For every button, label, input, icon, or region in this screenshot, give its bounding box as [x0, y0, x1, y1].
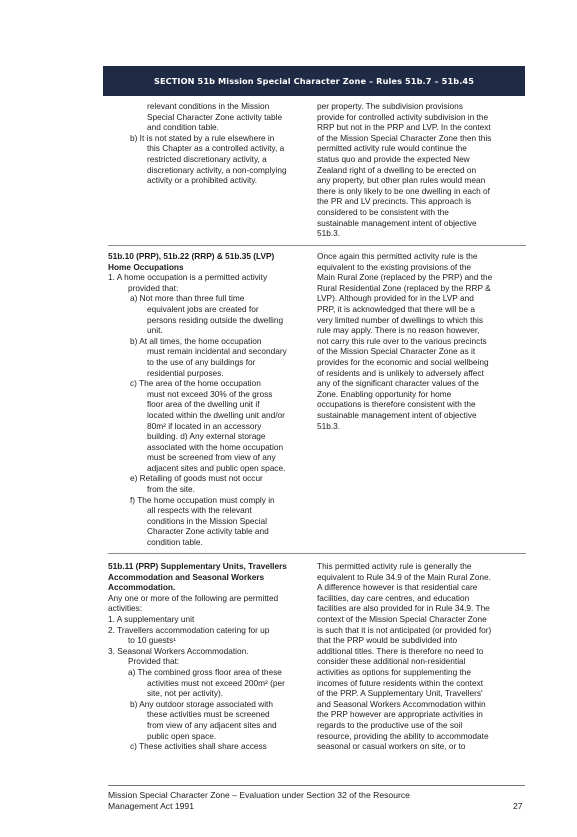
text-line: of residents and is unlikely to adversely affect: [317, 367, 484, 378]
text-line: located within the dwelling unit and/or: [147, 409, 285, 420]
text-line: c) The area of the home occupation: [130, 378, 261, 389]
text-line: and condition table.: [147, 122, 219, 133]
text-line: any property, but other plan rules would mean: [317, 175, 486, 186]
text-line: site, not per activity).: [147, 688, 224, 699]
text-line: facilities, day care centres, and education: [317, 592, 470, 603]
text-line: context of the Mission Special Character Zone: [317, 613, 487, 624]
text-line: b) It is not stated by a rule elsewhere in: [130, 132, 275, 143]
text-line: very limited number of dwellings to which this: [317, 314, 484, 325]
text-line: activities as options for supplementing the: [317, 666, 472, 677]
text-line: sustainable management intent of objective: [317, 217, 477, 228]
text-line: to the use of any buildings for: [147, 356, 256, 367]
text-line: sustainable management intent of objective: [317, 409, 477, 420]
text-line: b) At all times, the home occupation: [130, 335, 262, 346]
text-line: considered to be consistent with the: [317, 206, 449, 217]
footer-line: Mission Special Character Zone – Evaluation under Section 32 of the Resource: [108, 790, 410, 800]
text-line: must be screened from view of any: [147, 452, 276, 463]
text-line: from view of any adjacent sites and: [147, 719, 277, 730]
text-line: and Seasonal Workers Accommodation within: [317, 698, 486, 709]
text-line: additional titles. There is therefore no need to: [317, 645, 484, 656]
text-line: Rural Residential Zone (replaced by the RRP &: [317, 282, 491, 293]
text-line: not carry this rule over to the various precincts: [317, 335, 487, 346]
text-line: 1. A home occupation is a permitted activity: [108, 272, 268, 283]
footer-divider: [108, 785, 525, 786]
text-line: 51b.3.: [317, 228, 341, 239]
text-line: resource, providing the ability to accommodate: [317, 730, 489, 741]
text-line: provides for the economic and social wellbeing: [317, 356, 489, 367]
text-line: from the site.: [147, 484, 195, 495]
block2-left-text: [108, 251, 308, 548]
text-line: condition table.: [147, 537, 203, 548]
text-line: Any one or more of the following are permitted: [108, 592, 279, 603]
text-line: must remain incidental and secondary: [147, 346, 287, 357]
page-number: 27: [513, 801, 523, 811]
rule-heading: Accommodation and Seasonal Workers: [108, 571, 265, 582]
rule-heading: 51b.10 (PRP), 51b.22 (RRP) & 51b.35 (LVP): [108, 251, 275, 261]
text-line: occupations is therefore consistent with the: [317, 399, 476, 410]
text-line: c) These activities shall share access: [130, 741, 267, 752]
text-line: seasonal or casual workers on site, or to: [317, 741, 466, 752]
rule-heading: Accommodation.: [108, 582, 176, 593]
text-line: equivalent to the existing provisions of the: [317, 261, 472, 272]
text-line: 80m² if located in an accessory: [147, 420, 262, 431]
row-divider: [108, 245, 526, 246]
text-line: Character Zone activity table and: [147, 526, 269, 537]
text-line: unit.: [147, 325, 163, 336]
text-line: LVP). Although provided for in the LVP and: [317, 293, 474, 304]
text-line: this Chapter as a controlled activity, a: [147, 143, 285, 154]
rule-heading: Home Occupations: [108, 261, 184, 272]
text-line: a) The combined gross floor area of these: [128, 666, 282, 677]
text-line: f) The home occupation must comply in: [130, 494, 275, 505]
text-line: Main Rural Zone (replaced by the PRP) and the: [317, 272, 493, 283]
text-line: of the PRP. A Supplementary Unit, Travellers': [317, 688, 483, 699]
text-line: incomes of future residents within the context: [317, 677, 484, 688]
text-line: 2. Travellers accommodation catering for up: [108, 624, 270, 635]
footer-line: Management Act 1991: [108, 801, 194, 811]
block3-right-text: [317, 561, 525, 752]
text-line: residential purposes.: [147, 367, 224, 378]
text-line: consider these additional non-residential: [317, 656, 466, 667]
text-line: a) Not more than three full time: [130, 293, 245, 304]
text-line: status quo and provide the expected New: [317, 153, 470, 164]
text-line: restricted discretionary activity, a: [147, 153, 267, 164]
text-line: rule may apply. There is no reason however,: [317, 325, 480, 336]
text-line: 1. A supplementary unit: [108, 613, 195, 624]
text-line: these activities must be screened: [147, 709, 270, 720]
rule-heading: 51b.11 (PRP) Supplementary Units, Travellers: [108, 561, 287, 571]
text-line: e) Retailing of goods must not occur: [130, 473, 263, 484]
text-line: facilities are also provided for in Rule 34.9. The: [317, 603, 490, 614]
text-line: b) Any outdoor storage associated with: [130, 698, 273, 709]
text-line: adjacent sites and public open space.: [147, 462, 286, 473]
text-line: associated with the home occupation: [147, 441, 284, 452]
text-line: relevant conditions in the Mission: [147, 101, 270, 111]
text-line: This permitted activity rule is generally the: [317, 561, 472, 571]
text-line: is such that it is not anticipated (or provided for): [317, 624, 492, 635]
text-line: Provided that:: [128, 656, 180, 667]
text-line: must not exceed 30% of the gross: [147, 388, 273, 399]
text-line: the PR and LV precincts. This approach is: [317, 196, 472, 207]
block1-left-text: [108, 101, 308, 186]
text-line: to 10 guests¹: [128, 635, 176, 646]
section-title: SECTION 51b Mission Special Character Zone – Rules 51b.7 – 51b.45: [153, 76, 475, 86]
block2-right-text: [317, 251, 525, 431]
text-line: Zealand right of a dwelling to be erected on: [317, 164, 477, 175]
footer-text: [108, 790, 410, 812]
text-line: equivalent to Rule 34.9 of the Main Rural Zone.: [317, 571, 491, 582]
text-line: building. d) Any external storage: [147, 431, 266, 442]
text-line: provide for controlled activity subdivision in the: [317, 111, 489, 122]
block1-right-text: [317, 101, 525, 239]
text-line: 51b.3.: [317, 420, 341, 431]
text-line: equivalent jobs are created for: [147, 303, 259, 314]
text-line: there is only likely to be one dwelling in each of: [317, 185, 490, 196]
text-line: regards to the productive use of the soil: [317, 719, 463, 730]
text-line: of the Mission Special Character Zone as it: [317, 346, 476, 357]
text-line: per property. The subdivision provisions: [317, 101, 463, 111]
block3-left-text: [108, 561, 308, 752]
text-line: Zone. Enabling opportunity for home: [317, 388, 452, 399]
text-line: floor area of the dwelling unit if: [147, 399, 260, 410]
text-line: provided that:: [128, 282, 179, 293]
row-divider: [108, 553, 526, 554]
text-line: the PRP however are appropriate activities in: [317, 709, 483, 720]
section-header-bar: [103, 66, 525, 96]
text-line: 3. Seasonal Workers Accommodation.: [108, 645, 249, 656]
text-line: any of the significant character values of the: [317, 378, 479, 389]
text-line: activities must not exceed 200m² (per: [147, 677, 285, 688]
text-line: RRP but not in the PRP and LVP. In the context: [317, 122, 491, 133]
text-line: all respects with the relevant: [147, 505, 252, 516]
text-line: activities:: [108, 603, 143, 614]
text-line: of the Mission Special Character Zone then this: [317, 132, 492, 143]
text-line: PRP, it is acknowledged that there will be a: [317, 303, 476, 314]
text-line: A difference however is that residential care: [317, 582, 478, 593]
text-line: public open space.: [147, 730, 217, 741]
text-line: permitted activity rule would continue the: [317, 143, 467, 154]
text-line: conditions in the Mission Special: [147, 515, 267, 526]
text-line: Once again this permitted activity rule is the: [317, 251, 478, 261]
text-line: persons residing outside the dwelling: [147, 314, 284, 325]
text-line: discretionary activity, a non-complying: [147, 164, 287, 175]
text-line: that the PRP would be subdivided into: [317, 635, 458, 646]
text-line: activity or a prohibited activity.: [147, 175, 258, 186]
text-line: Special Character Zone activity table: [147, 111, 283, 122]
